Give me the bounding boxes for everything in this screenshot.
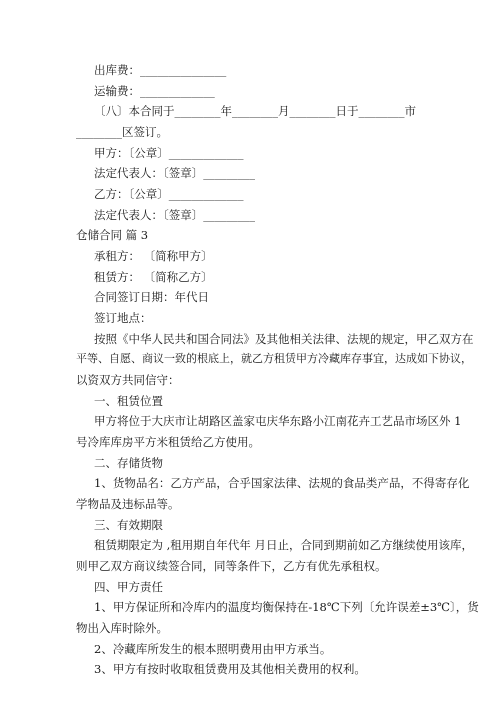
preamble-line-1: 按照《中华人民共和国合同法》及其他相关法律、法规的规定，甲乙双方在 bbox=[94, 332, 474, 346]
article-1-heading: 一、租赁位置 bbox=[94, 394, 163, 408]
signing-date-line: 合同签订日期：年代日 bbox=[94, 290, 209, 304]
article-3-heading: 三、有效期限 bbox=[94, 518, 163, 532]
section-heading: 仓储合同 篇 3 bbox=[76, 228, 149, 242]
article-1-line-2: 号冷库库房平方米租赁给乙方使用。 bbox=[76, 435, 260, 449]
signing-place-line: 签订地点： bbox=[94, 311, 152, 325]
article-2-line-1: 1、货物品名：乙方产品，合乎国家法律、法规的食品类产品，不得寄存化 bbox=[94, 476, 470, 490]
signing-clause-cont: ________区签订。 bbox=[76, 125, 168, 139]
article-2-heading: 二、存储货物 bbox=[94, 456, 163, 470]
signing-clause-line: 〔八〕本合同于________年________月________日于________市 bbox=[94, 104, 416, 118]
party-a-seal-line: 甲方：〔公章〕_____________ bbox=[94, 146, 244, 160]
lessor-line: 租赁方： 〔简称乙方〕 bbox=[94, 270, 213, 284]
party-b-rep-line: 法定代表人：〔签章〕_________ bbox=[94, 208, 255, 222]
party-a-rep-line: 法定代表人：〔签章〕_________ bbox=[94, 166, 255, 180]
party-b-seal-line: 乙方：〔公章〕_____________ bbox=[94, 187, 244, 201]
transport-fee-line: 运输费：_____________ bbox=[94, 84, 215, 98]
article-3-line-1: 租赁期限定为 ,租用期自年代年 月日止，合同到期前如乙方继续使用该库， bbox=[94, 538, 473, 552]
article-4-line-4: 3、甲方有按时收取租赁费用及其他相关费用的权利。 bbox=[94, 662, 366, 676]
preamble-line-3: 以资双方共同信守： bbox=[76, 373, 180, 387]
preamble-line-2: 平等、自愿、商议一致的根底上，就乙方租赁甲方冷藏库存事宜，达成如下协议， bbox=[76, 352, 472, 365]
article-4-line-2: 物出入库时除外。 bbox=[76, 621, 168, 635]
article-4-line-1: 1、甲方保证所和冷库内的温度均衡保持在-18℃下列〔允许误差±3℃〕，货 bbox=[94, 600, 479, 614]
storage-out-fee-line: 出库费：_______________ bbox=[94, 63, 227, 77]
article-4-heading: 四、甲方责任 bbox=[94, 580, 163, 594]
article-1-line-1: 甲方将位于大庆市让胡路区盖家屯庆华东路小江南花卉工艺品市场区外 1 bbox=[94, 414, 462, 428]
lessee-line: 承租方： 〔简称甲方〕 bbox=[94, 249, 213, 263]
article-3-line-2: 则甲乙双方商议续签合同，同等条件下，乙方有优先承租权。 bbox=[76, 559, 387, 573]
article-4-line-3: 2、冷藏库所发生的根本照明费用由甲方承当。 bbox=[94, 642, 332, 656]
article-2-line-2: 学物品及违标品等。 bbox=[76, 497, 180, 511]
